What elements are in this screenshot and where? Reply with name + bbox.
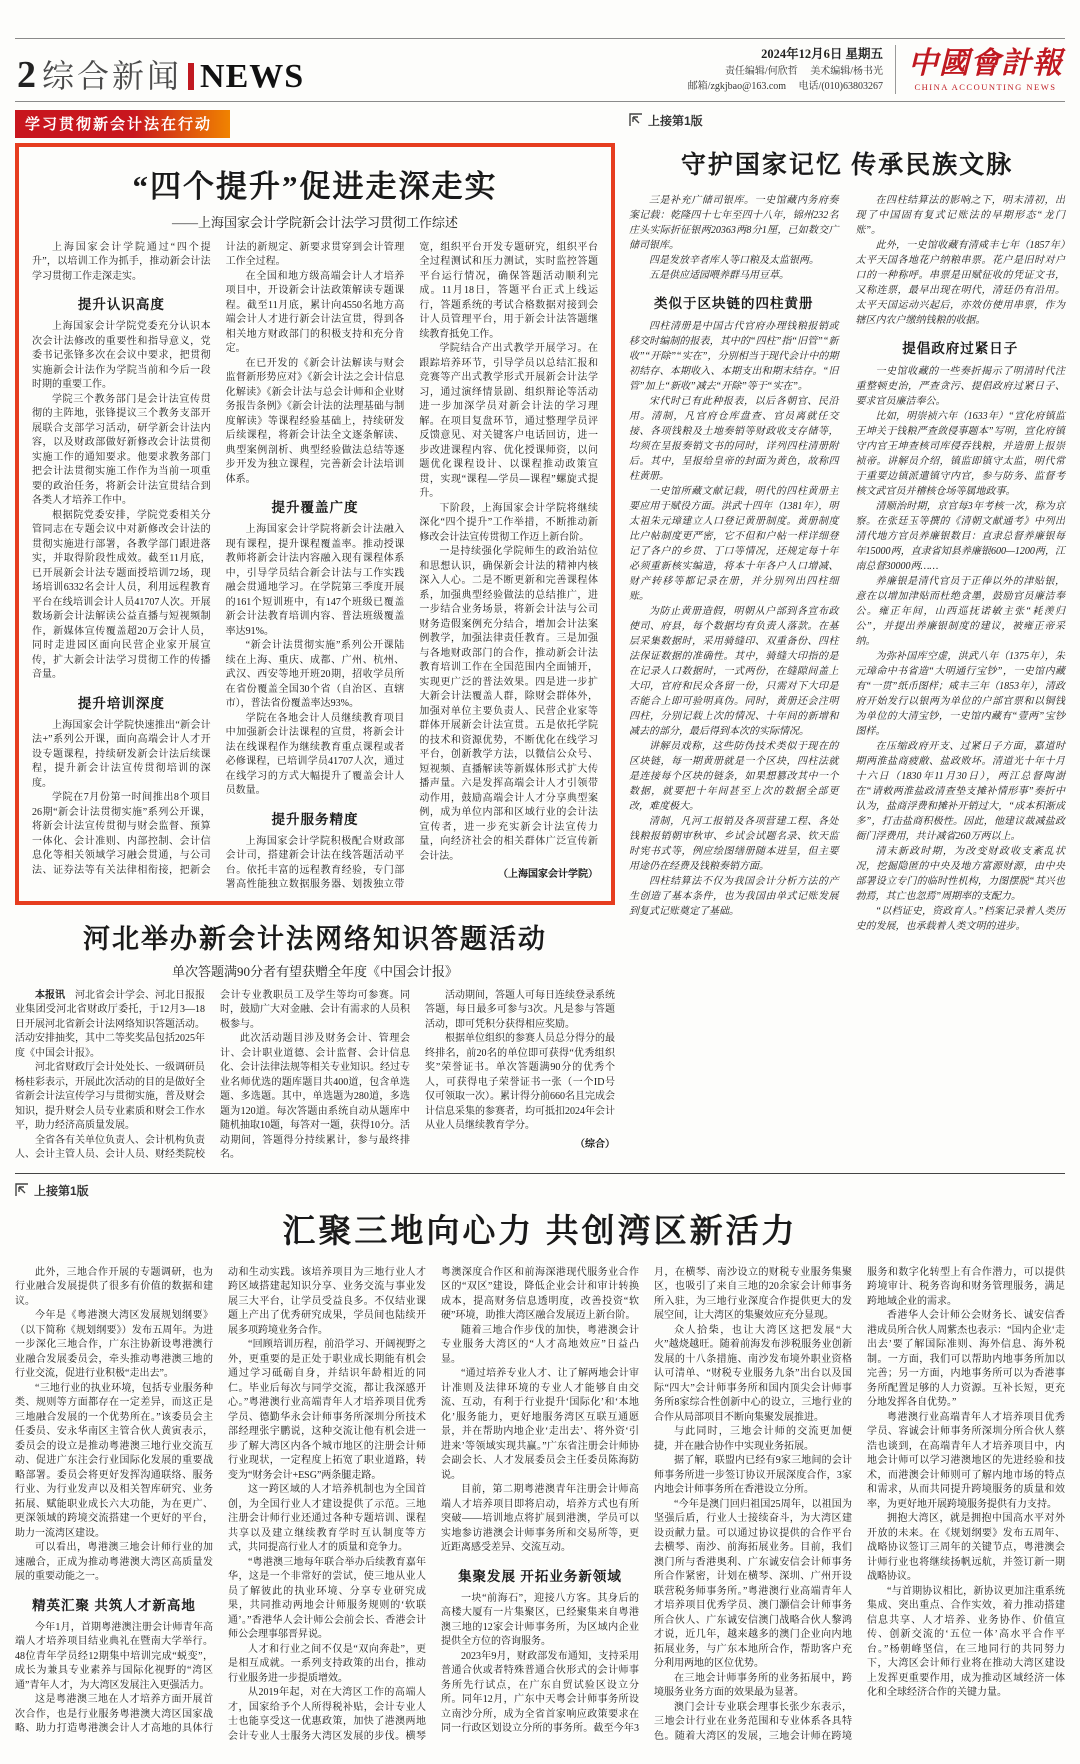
hebei-headline: 河北举办新会计法网络知识答题活动	[83, 923, 547, 954]
bay-headline: 汇聚三地向心力 共创湾区新活力	[282, 1213, 798, 1250]
lead-subtitle: ——上海国家会计学院新会计法学习贯彻工作综述	[171, 214, 458, 230]
article-subhead: 集聚发展 开拓业务新领域	[458, 1568, 622, 1584]
publication-date: 2024年12月6日 星期五	[761, 47, 883, 61]
email: 邮箱/zgkjbao@163.com	[687, 80, 787, 92]
article-paragraph: 今年是《粤港澳大湾区发展规划纲要》（以下简称《规划纲要》）发布五周年。为进一步深化三地合作，广东注协新设粤港澳行业融合发展委员会，牵头推动粤港澳三地的行业交流，促进行业积极“走出去”。	[15, 1310, 213, 1380]
chief-editor: 责任编辑/何欣哲	[724, 65, 798, 77]
article-subhead: 提倡政府过紧日子	[902, 340, 1019, 356]
article-paragraph: 粤港澳行业高端青年人才培养项目优秀学员、容诚会计师事务所深圳分所合伙人蔡浩也谈到，在高端青年人才培养项目中，内地会计师可以学习港澳地区的先进经验和技术，而港澳会计师则可了解内地市场的特点和需求，从而共同提升跨境服务的质量和效率，为更好地开展跨境服务提供有力支持。	[867, 1411, 1065, 1510]
article-paragraph: 与此同时，三地会计师的交流更加便捷，并在融合协作中实现业务拓展。	[654, 1426, 852, 1452]
article-paragraph: 在三地会计师事务所的业务拓展中，跨境服务业务方面的效果最为显著。	[654, 1672, 852, 1699]
article-paragraph: 四柱结算法不仅为我国会计分析方法的产生创造了基本条件，也为我国由单式记账发展到复式记账奠定了基础。	[629, 875, 839, 917]
article-paragraph: 养廉银是清代官员于正俸以外的津贴银，意在以增加津贴而杜绝贪墨，鼓励官员廉洁奉公。雍正年间，山西巡抚诺敏主张“耗羡归公”，并提出养廉银制度的建议，被雍正帝采纳。	[855, 575, 1065, 647]
article-paragraph: 从2019年起，对在大湾区工作的高端人才，国家给予个人所得税补贴，会计专业人士也能享受这一优惠政策，加快了港澳两地会计专业人士服务大湾区发展的步伐。横琴粤澳深度合作区和前海深港现代服务业合作区的“双区”建设，降低企业会计和审计转换成本，提高财务信息透明度，改善投资“软硬”环境，助推大湾区融合发展迈上新台阶。	[228, 1266, 639, 1742]
bay-body	[15, 1266, 1065, 1745]
section-title-en: NEWS	[200, 57, 305, 95]
article-paragraph: 学院结合产出式教学开展学习。在跟踪培养环节，引导学员以总结汇报和竞赛等产出式教学形式开展新会计法学习，通过演绎情景剧、组织辩论等活动进一步加深学员对新会计法的学习理解。在项目复盘环节，通过整理学员评反馈意见、对关键客户电话回访，进一步改进课程内容、优化授课师资，以问题优化课程设计、以课程推动政策宣贯，实现“课程—学员—课程”螺旋式提升。	[419, 343, 598, 500]
article-paragraph: 五是供应适园喂养群马用豆草。	[649, 269, 789, 281]
jump-from-page1-icon	[15, 1183, 29, 1197]
jump-marker-label: 上接第1版	[648, 113, 703, 128]
article-paragraph: 此外，一史馆收藏有清咸丰七年（1857年）太平天国各地花户纳粮串票。花户是旧时对户口的一种称呼。串票是田赋征收的凭证文书，又称连票，最早出现在明代，清廷仍有沿用。太平天国运动兴起后，亦效仿使用串票，作为辖区内农户缴纳钱粮的收据。	[855, 239, 1065, 326]
hebei-body	[15, 989, 615, 1163]
article-paragraph: 上海国家会计学院快速推出“新会计法+”系列公开课，面向高端会计人才开设专题课程，持续研发新会计法后续课程，提升新会计法宣传贯彻培训的深度。	[32, 719, 211, 789]
jump-marker-bottom	[15, 1182, 1065, 1199]
article-paragraph: 拥抱大湾区，就是拥抱中国高水平对外开放的未来。在《规划纲要》发布五周年、战略协议签订三周年的关键节点，粤港澳会计师行业也将继续扬帆远航，并签订新一期战略协议。	[867, 1513, 1065, 1583]
article-subhead: 提升培训深度	[77, 695, 165, 711]
publication-credits	[678, 45, 896, 94]
article-paragraph: 上海国家会计学院积极配合财政部会计司，搭建新会计法在线答题活动平台。依托丰富的远程教育经验，专门部署高性能独立数据服务器、划拨独立带宽，组织平台开发专题研究，组织平台全过程测试和压力测试，实时监控答题平台运行情况，确保答题活动顺利完成。11月18日，答题平台正式上线运行，答题系统的考试合格数据对接到会计人员管理平台，用于新会计法答题继续教育抵免工作。	[225, 241, 598, 891]
article-subhead: 类似于区块链的四柱黄册	[654, 295, 814, 311]
article-paragraph: 本报讯 河北省会计学会、河北日报报业集团受河北省财政厅委托，于12月3—18日开展河北省新会计法网络知识答题活动。活动安排抽奖，其中二等奖奖品包括2025年度《中国会计报》。	[15, 989, 205, 1059]
article-paragraph: 据了解，联盟内已经有9家三地间的会计师事务所进一步签订协议开展深度合作，3家内地会计师事务所在香港设立分所。	[654, 1455, 852, 1496]
masthead-subtitle: CHINA ACCOUNTING NEWS	[914, 81, 1057, 92]
guardian-article	[629, 110, 1065, 1163]
publication-info	[678, 45, 1063, 94]
article-paragraph: 四柱清册是中国古代官府办理钱粮报销或移交时编制的报表，其中的“四柱”指“旧管”“新收”“开除”“实在”，分别相当于现代会计中的期初结存、本期收入、本期支出和期末结存。“旧管”加上“新收”减去“开除”等于“实在”。	[629, 320, 839, 392]
lead-headline: “四个提升”促进走深走实	[132, 168, 498, 204]
article-signature: （综合）	[575, 1138, 615, 1150]
guardian-body	[629, 193, 1065, 934]
lead-in-prefix: 本报讯	[35, 989, 75, 1001]
article-paragraph: 人才和行业之间不仅是“双向奔赴”，更是相互成就。一系列支持政策的出台，推动行业服务进一步提质增效。	[228, 1643, 426, 1684]
article-paragraph: “新会计法贯彻实施”系列公开课陆续在上海、重庆、成都、广州、杭州、武汉、西安等地开班20期，招收学员所在省份覆盖全国30个省（自治区、直辖市），普法省份覆盖率达93%。	[225, 640, 405, 710]
article-paragraph: 众人拾柴，也让大湾区这把发展“大火”越烧越旺。随着前海发布涉税服务业创新发展的十八条措施、南沙发布境外职业资格认可清单、“财税专业服务九条”出台以及国际“四大”会计师事务所和国内顶尖会计师事务所8家综合性创新中心的设立，三地行业的合作从局部项目不断向集聚发展推进。	[654, 1324, 852, 1423]
article-paragraph: 学院三个教务部门是会计法宣传贯彻的主阵地，张锋提议三个教务支部开展联合支部学习活动，研学新会计法内容，以及财政部做好新修改会计法贯彻实施工作的通知要求。他要求教务部门把会计法贯彻实施工作作为当前一项重要的政治任务，将新会计法宣贯结合到各类人才培养工作中。	[32, 393, 211, 507]
article-paragraph: 香港华人会计师公会财务长、诚安信香港成员所合伙人周紫杰也表示：“国内企业‘走出去’要了解国际准则、海外信息、海外税制。一方面，我们可以帮助内地事务所加以完善；另一方面，内地事务所可以为香港事务所配置足够的人力资源。互补长短，更充分地发挥各自优势。”	[867, 1310, 1065, 1409]
article-paragraph: 澳门会计专业联会理事长张少东表示，三地会计行业在业务范围和专业体系各具特色。随着大湾区的发展，三地会计师在跨境服务和数字化转型上有合作潜力，可以提供跨境审计、税务咨询和财务管理服务，满足跨地域企业的需求。	[654, 1266, 1065, 1742]
article-paragraph: 根据院党委安排，学院党委相关分管同志在专题会议中对新修改会计法的贯彻实施进行部署，各教学部门跟进落实，并取得阶段性成效。截至11月底，已开展新会计法专题面授培训72场，现场培训6332名会计人员，利用远程教育平台在线培训会计人员41707人次。开展数场新会计法解读公益直播与短视频制作，新媒体宣传覆盖超20万会计人员，同时走进园区面向民营企业家开展宣传，扩大新会计法学习贯彻工作的传播音量。	[32, 509, 211, 681]
article-paragraph: 一史馆收藏的一些奏折揭示了明清时代注重整顿吏治，严查贪污、提倡政府过紧日子、要求官员廉洁奉公。	[855, 365, 1065, 407]
article-paragraph: “与首期协议相比，新协议更加注重系统集成、突出重点、合作实效，着力推动搭建信息共享、人才培养、业务协作、价值宣传、创新交流的‘五位一体’高水平合作平台。”杨朝峰坚信，在三地同行的共同努力下，大湾区会计师行业将在推动大湾区建设上发挥更重要作用，成为推动区域经济一体化和全球经济合作的关键力量。	[867, 1585, 1065, 1699]
article-signature: （上海国家会计学院）	[497, 869, 598, 881]
page-number: 2	[17, 53, 36, 96]
article-paragraph: 清末新政时期，为改变财政收支紊乱状况，挖掘隐匿的中央及地方富源财源，由中央部署设立专门的临时性机构，力图摆脱“其兴也勃焉，其亡也忽焉”周期率的支配力。	[855, 845, 1065, 902]
article-paragraph: “今年是澳门回归祖国25周年，以祖国为坚强后盾，行业人士接续奋斗，为大湾区建设贡献力量。可以通过协议提供的合作平台去横琴、南沙、前海拓展业务。目前，我们澳门所与香港奥利、广东诚安信会计师事务所合作紧密，计划在横琴、深圳、广州开设联营税务师事务所。”粤港澳行业高端青年人才培养项目优秀学员、澳门灏信会计师事务所合伙人、广东诚安信澳门战略合伙人黎鸿才说，近几年，越来越多的澳门企业向内地拓展业务，与广东本地所合作，帮助客户充分利用两地的区位优势。	[654, 1498, 852, 1670]
bay-article	[15, 1182, 1065, 1745]
article-paragraph: 为弥补国库空虚，洪武八年（1375年），朱元璋命中书省造“大明通行宝钞”，一史馆内藏有“一贯”纸币图样；咸丰三年（1853年），清政府开始发行以银两为单位的户部官票和以铜钱为单位的大清宝钞，一史馆内藏有“壹两”宝钞图样。	[855, 650, 1065, 737]
campaign-tag: 学习贯彻新会计法在行动	[15, 110, 230, 138]
article-paragraph: 四是发放辛者库人等口粮及太监银两。	[649, 254, 819, 266]
article-paragraph: 今年1月，首期粤港澳注册会计师青年高端人才培养项目结业典礼在暨南大学举行。48位青年学员经12期集中培训完成“蜕变”，成长为兼具专业素养与国际化视野的“湾区通”青年人才，为大湾区发展注入更强活力。	[15, 1621, 213, 1691]
article-paragraph: 宋代时已有此种报表，以后各朝官、民沿用。清制，凡官府仓库盘查、官员离就任交接、各项钱粮及土地奏销等财政收支存储等，均须在呈报奏销文书的同时，详列四柱清册附后。其中，呈报给皇帝的封面为黄色，故称四柱黄册。	[629, 395, 839, 482]
article-paragraph: 在压缩政府开支、过紧日子方面，嘉道时期两淮盐商疲敝、盐政败坏。清道光十年十月十六日（1830年11月30日），两江总督陶澍在“请敕两淮盐政清查垫支摊补情形事”奏折中认为，盐商浮费和摊补开销过大，“成本积渐成多”，打击盐商积极性。因此，他建议裁减盐政衙门浮费用，共计减省260万两以上。	[855, 740, 1065, 842]
lead-body	[32, 241, 598, 893]
article-paragraph: 可以看出，粤港澳三地会计师行业的加速融合，正成为推动粤港澳大湾区高质量发展的重要动能之一。	[15, 1542, 213, 1583]
article-paragraph: 下阶段，上海国家会计学院将继续深化“四个提升”工作举措，不断推动新修改会计法宣传贯彻工作迈上新台阶。	[419, 502, 598, 543]
article-paragraph: 一史馆所藏文献记载，明代的四柱黄册主要应用于赋役方面。洪武十四年（1381年），明太祖朱元璋建立人口登记黄册制度。黄册制度比户帖制度更严密，它不但和户帖一样详细登记了各户的乡贯、丁口等情况，还规定每十年必须重新核实编造，将本十年各户人口增减、财产转移等都记录在册，并分别列出四柱细账。	[629, 485, 839, 602]
lead-article	[15, 143, 615, 905]
article-subhead: 提升服务精度	[271, 811, 359, 827]
editor-credits	[678, 64, 883, 79]
article-paragraph: “通过培养专业人才、让了解两地会计审计准则及法律环境的专业人才能够自由交流、互动，有利于行业提升‘国际化’和‘本地化’服务能力，更好地服务湾区互联互通愿景，并在帮助内地企业‘走出去’、将外资‘引进来’等领域实现共赢。”广东省注册会计师协会副会长、人才发展委员会主任委员陈海防说。	[441, 1368, 639, 1481]
article-paragraph: “三地行业的执业环境，包括专业服务种类、规则等方面都存在一定差异，而这正是三地融合发展的一个优势所在。”该委员会主任委员、安永华南区主管合伙人黄寅表示，委员会的设立是推动粤港澳三地行业交流互动、促进广东注会行业国际化发展的重要战略部署。委员会将更好发挥沟通联络、服务行业、为行业发声以及相关智库研究、业务拓展、赋能职业成长六大功能，为在更广、更深领域的跨境交流搭建一个更好的平台，助力一流湾区建设。	[15, 1382, 213, 1539]
article-paragraph: 全省各有关单位负责人、会计机构负责人、会计主管人员、会计人员、财经类院校会计专业教职员工及学生等均可参赛。同时，鼓励广大对金融、会计有需求的人员积极参与。	[15, 989, 410, 1161]
article-subhead: 提升认识高度	[77, 297, 165, 313]
article-paragraph: 目前，第二期粤港澳青年注册会计师高端人才培养项目即将启动，培养方式也有所突破——培训地点将扩展到港澳，学员可以实地参访港澳会计师事务所和交易所等，更近距离感受差异、交流互动。	[441, 1484, 639, 1554]
article-paragraph: 此次活动题目涉及财务会计、管理会计、会计职业道德、会计监督、会计信息化、会计法律法规等相关专业知识。经过专业名师优选的题库题目共400道，包含单选题、多选题。其中，单选题为280道，多选题为120道。每次答题由系统自动从题库中随机抽取10题，每答对一题，获得10分。活动期间，答题得分持续累计，参与最终排名。	[220, 1033, 410, 1161]
article-paragraph: 一是持续强化学院师生的政治站位和思想认识，确保新会计法的精神内核深入人心。二是不断更新和完善课程体系，加强典型经验做法的总结推广，进一步结合业务场景，将新会计法与公司财务造假案例充分结合，增加会计法案例教学，加强法律责任教育。三是加强与各地财政部门的合作，推动新会计法教育培训工作在全国范围内全面铺开，实现更广泛的普法效果。四是进一步扩大新会计法覆盖人群，除财会群体外，加强对单位主要负责人、民营企业家等群体开展新会计法宣贯。五是依托学院的技术和资源优势，不断优化在线学习平台，创新教学方法，以微信公众号、短视频、直播解读等新媒体形式扩大传播声量。六是发挥高端会计人才引领带动作用，鼓励高端会计人才分享典型案例，成为单位内部和区域行业的会计法宣传者，进一步充实新会计法宣传力量，向经济社会的相关群体广泛宣传新会计法。	[419, 546, 598, 862]
left-column	[15, 110, 615, 1163]
article-paragraph: 随着三地合作步伐的加快，粤港澳会计专业服务大湾区的“人才高地效应”日益凸显。	[441, 1324, 639, 1365]
article-paragraph: 为防止黄册造假，明朝从户部到各宣布政使司、府县，每个数据均有负责人落款。在基层采集数据时，采用骑缝印、双重备份、四柱法保证数据的准确性。其中，骑缝大印指的是在记录人口数据时，一式两份，在缝隙间盖上大印，官府和民众各留一份，只需对下大印是否能合上即可验明真伪。同时，黄册还会注明四柱，分别记载上次的情况、十年间的新增和减去的部分，最后得到本次的实际情况。	[629, 605, 839, 737]
article-paragraph: 活动期间，答题人可每日连续登录系统答题，每日最多可参与3次。凡是参与答题活动，即可凭积分获得相应奖励。	[425, 989, 615, 1030]
article-paragraph: 一块“前海石”，迎接八方客。其身后的高楼大厦有一片集聚区，已经聚集来自粤港澳三地的12家会计师事务所，为区域内企业提供全方位的咨询服务。	[441, 1592, 639, 1648]
red-divider-bar	[188, 63, 194, 90]
article-paragraph: 清顺治时期，京官每3年考核一次，称为京察。在张廷玉等撰的《清朝文献通考》中列出清代地方官员养廉银数目：直隶总督养廉银每年15000两，直隶省知县养廉银600—1200两，江南总督30000两……	[855, 500, 1065, 572]
hebei-article	[15, 917, 615, 1163]
article-paragraph: 此外，三地合作开展的专题调研，也为行业融合发展提供了很多有价值的数据和建议。	[15, 1266, 213, 1307]
article-paragraph: 这是粤港澳三地在人才培养方面开展首次合作，也是行业服务粤港澳大湾区国家战略、助力打造粤港澳会计人才高地的具体行动和生动实践。该培养项目为三地行业人才跨区域搭建起知识分享、业务交流与事业发展三大平台，让学员受益良多。不仅结业课题上产出了优秀研究成果，学员间也陆续开展多项跨境业务合作。	[15, 1266, 426, 1735]
article-paragraph: 上海国家会计学院党委充分认识本次会计法修改的重要性和指导意义，党委书记张锋多次在会议中要求，把贯彻实施新会计法作为学院当前和今后一段时期的重要工作。	[32, 321, 211, 391]
jump-marker	[629, 112, 1065, 129]
article-paragraph: 清制，凡河工报销及各项营建工程、各处钱粮报销朝审秋审、乡试会试题名录、钦天监时宪书式等，例应绘图缮册随本进呈，但主要用途仍在经费及钱粮奏销方面。	[629, 815, 839, 872]
contact-info	[678, 79, 883, 94]
masthead-title: 中國會計報	[908, 46, 1063, 80]
article-paragraph: 学院在7月份第一时间推出8个项目26期“新会计法贯彻实施”系列公开课，将新会计法宣传贯彻与财会监督、预算一体化、会计准则、内部控制、会计信息化等相关领域学习融会贯通，与公司法、证券法等有关法律相衔接，把新会计法的新规定、新要求贯穿到会计管理工作全过程。	[32, 241, 405, 876]
article-paragraph: 2023年9月，财政部发布通知，支持采用普通合伙或者特殊普通合伙形式的会计师事务所先行试点，在广东自贸试验区设立分所。同年12月，广东中天粤会计师事务所设立南沙分所，成为全省首家响应政策要求在同一行政区划设立分所的事务所。截至今年3月，在横琴、南沙设立的财税专业服务集聚区，也吸引了来自三地的20余家会计师事务所入驻，为三地行业深度合作提供更大的发展空间，让大湾区的集聚效应充分显现。	[441, 1266, 852, 1735]
article-paragraph: “以档证史，资政育人。”档案记录着人类历史的发展，也承载着人类文明的进步。	[855, 905, 1065, 932]
article-paragraph: 学院在各地会计人员继续教育项目中加强新会计法课程的宣贯，将新会计法在线课程作为继续教育重点课程或者必修课程，已培训学员41707人次，通过在线学习的方式大幅提升了覆盖会计人员数量。	[225, 712, 405, 797]
article-paragraph: “回顾培训历程，前沿学习、开阔视野之外，更重要的是正处于职业成长期能有机会通过学习砥砺自身，并结识年龄相近的同仁。毕业后每次与同学交流，都让我深感开心。”粤港澳行业高端青年人才培养项目优秀学员、德勤华永会计师事务所深圳分所技术部经理张宇鹏说，这种交流让他有机会进一步了解大湾区内各个城市地区的注册会计师行业现状，一定程度上拓宽了职业道路，转变为“财务会计+ESG”两条腿走路。	[228, 1339, 426, 1481]
top-region	[15, 110, 1065, 1163]
page-header	[15, 38, 1065, 102]
guardian-headline: 守护国家记忆 传承民族文脉	[680, 151, 1014, 179]
article-paragraph: 比如，明崇祯六年（1633年）“宣化府镇监王坤关于钱粮严查敛侵事题本”写明，宣化府镇守内官王坤查核司库侵吞钱粮，并造册上报崇祯帝。讲解员介绍，镇监即镇守太监，明代常于重要边镇派遣镇守内官，参与防务、监督考核文武官员并稽核仓场等属地政事。	[855, 410, 1065, 497]
jump-from-page1-icon	[629, 113, 643, 127]
article-subhead: 提升覆盖广度	[271, 500, 359, 516]
article-paragraph: 在四柱结算法的影响之下，明末清初，出现了中国固有复式记账法的早期形态“龙门账”。	[855, 194, 1065, 236]
article-paragraph: 这一跨区域的人才培养机制也为全国首创，为全国行业人才建设提供了示范。三地注册会计师行业还通过各种专题培训、课程共享以及建立继续教育学时互认制度等方式，共同提高行业人才的质量和竞争力。	[228, 1484, 426, 1554]
article-subhead: 精英汇聚 共筑人才新高地	[32, 1597, 196, 1613]
hebei-subtitle: 单次答题满90分者有望获赠全年度《中国会计报》	[171, 963, 458, 979]
article-paragraph: 在全国和地方级高端会计人才培养项目中，开设新会计法政策解读专题课程。截至11月底，累计向4550名地方高端会计人才进行新会计法宣贯，得到各相关地方财政部门的积极支持和充分肯定。	[225, 270, 405, 355]
masthead	[896, 47, 1063, 92]
article-paragraph: “粤港澳三地每年联合举办后续教育嘉年华，这是一个非常好的尝试，使三地从业人员了解彼此的执业环境、分享专业研究成果，共同推动两地会计师服务规则的‘软联通’。”香港华人会计师公会前会长、香港会计师公会理事邬晋昇说。	[228, 1556, 426, 1641]
section-divider	[15, 1173, 1065, 1174]
article-paragraph: 讲解员戏称，这些防伪技术类似于现在的区块链，每一期黄册就是一个区块，四柱法就是连接每个区块的链条，如果想篡改其中一个数据，就要把十年间甚至上次的数据全部更改，难度极大。	[629, 740, 839, 812]
jump-marker-label: 上接第1版	[34, 1183, 89, 1198]
article-paragraph: 上海国家会计学院将新会计法融入现有课程，提升课程覆盖率。推动授课教师将新会计法内容融入现有课程体系中，引导学员结合新会计法与工作实践融会贯通地学习。在学院第三季度开展的161个短训班中，有147个班级已覆盖新会计法教育培训内容、普法班级覆盖率达91%。	[225, 524, 405, 637]
article-paragraph: 根据单位组织的参赛人员总分得分的最终排名，前20名的单位即可获得“优秀组织奖”荣誉证书。单次答题满90分的优秀个人，可获得电子荣誉证书一张（一个ID号仅可领取一次）。累计得分前660名且完成会计信息采集的参赛者，均可抵扣2024年会计从业人员继续教育学分。	[425, 1033, 615, 1132]
article-paragraph: 在已开发的《新会计法解读与财会监督新形势应对》《新会计法之会计信息化解读》《新会计法与总会计师和企业财务报告条例》《新会计法的法理基础与制度解读》等课程经验基础上，持续研发后续课程，将新会计法全文逐条解读、典型案例剖析、典型经验做法总结等逐步开发为独立课程，完善新会计法培训体系。	[225, 357, 405, 485]
article-paragraph: 河北省财政厅会计处处长、一级调研员杨桂彩表示，开展此次活动的目的是做好全省新会计法宣传学习与贯彻实施，普及财会知识，提升财会人员专业素质和财会工作水平，助力经济高质量发展。	[15, 1062, 205, 1132]
section-title: 综合新闻	[42, 57, 183, 94]
phone: 电话/(010)63803267	[798, 80, 883, 92]
section-banner	[17, 53, 305, 96]
article-paragraph: 三是补充广储司银库。一史馆藏内务府奏案记载：乾隆四十七年至四十八年，锦州232名庄头实际折征银两20363两8分1厘，已如数交广储司银库。	[629, 194, 839, 251]
article-paragraph: 上海国家会计学院通过“四个提升”，以培训工作为抓手，推动新会计法学习贯彻工作走深走实。	[32, 241, 211, 282]
art-editor: 美术编辑/杨书光	[810, 65, 883, 77]
